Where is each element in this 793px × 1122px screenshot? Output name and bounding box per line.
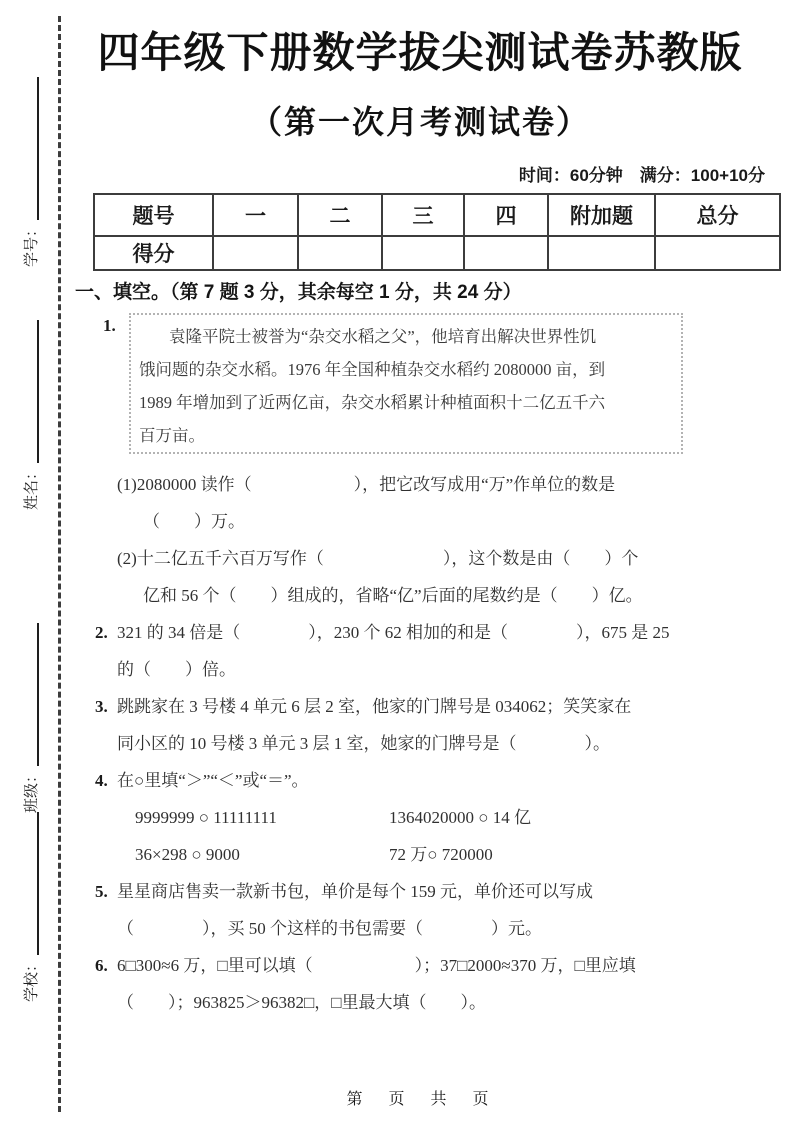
- q4-compare-3: 36×298 ○ 9000: [135, 845, 240, 864]
- question-6-line2: （ ）；963825＞96382□，□里最大填（ ）。: [117, 993, 487, 1012]
- score-row-label: 得分: [94, 236, 213, 270]
- score-cell-4: [464, 236, 548, 270]
- question-2-number: 2.: [95, 623, 108, 642]
- q1-sub1-line2: （ ）万。: [143, 512, 245, 531]
- story-line: 1989 年增加到了近两亿亩，杂交水稻累计种植面积十二亿五千六: [139, 393, 606, 412]
- question-6-number: 6.: [95, 956, 108, 975]
- col-question-number: 题号: [94, 194, 213, 236]
- col-part-2: 二: [298, 194, 382, 236]
- question-6-line1: [95, 947, 709, 984]
- seal-field-school: [12, 812, 48, 1002]
- score-cell-total: [655, 236, 780, 270]
- seal-field-student-id: [12, 77, 48, 267]
- q4-compare-1: 9999999 ○ 11111111: [135, 808, 277, 827]
- seal-label-class: 班级：: [22, 767, 40, 813]
- page-title: 四年级下册数学拔尖测试卷苏教版: [97, 29, 743, 76]
- seal-blank-line: [22, 77, 39, 220]
- question-4-heading: [95, 762, 709, 799]
- col-part-3: 三: [382, 194, 464, 236]
- col-part-1: 一: [213, 194, 298, 236]
- seal-blank-line: [22, 623, 39, 766]
- question-3-text: 跳跳家在 3 号楼 4 单元 6 层 2 室，他家的门牌号是 034062；笑笑家在: [117, 697, 632, 716]
- question-4-row2: [117, 836, 709, 873]
- seal-cut-dashed-line: [58, 16, 61, 1112]
- q4-compare-2: 1364020000 ○ 14 亿: [389, 808, 532, 827]
- question-1-story-box: [129, 313, 683, 454]
- question-2-line1: [95, 614, 709, 651]
- question-1-number: 1.: [103, 316, 116, 335]
- seal-label-school: 学校：: [22, 956, 40, 1002]
- score-cell-3: [382, 236, 464, 270]
- col-bonus: 附加题: [548, 194, 655, 236]
- seal-blank-line: [22, 812, 39, 955]
- story-line: 饿问题的杂交水稻。1976 年全国种植杂交水稻约 2080000 亩，到: [139, 360, 606, 379]
- question-4-number: 4.: [95, 771, 108, 790]
- question-5-text: 星星商店售卖一款新书包，单价是每个 159 元，单价还可以写成: [117, 882, 593, 901]
- seal-blank-line: [22, 320, 39, 463]
- col-part-4: 四: [464, 194, 548, 236]
- score-table-header-row: [94, 194, 780, 236]
- question-3-line2: 同小区的 10 号楼 3 单元 3 层 1 室，她家的门牌号是（ ）。: [117, 734, 610, 753]
- question-4-row1: [117, 799, 709, 836]
- seal-field-name: [12, 320, 48, 510]
- score-table: [93, 193, 781, 271]
- seal-label-student-id: 学号：: [22, 221, 40, 267]
- score-cell-1: [213, 236, 298, 270]
- score-cell-2: [298, 236, 382, 270]
- q1-sub1-line1: (1)2080000 读作（ ），把它改写成用“万”作单位的数是: [117, 475, 616, 494]
- question-5-line1: [95, 873, 709, 910]
- story-line: 袁隆平院士被誉为“杂交水稻之父”，他培育出解决世界性饥: [169, 327, 597, 346]
- seal-label-name: 姓名：: [22, 464, 40, 510]
- question-2-line2: 的（ ）倍。: [117, 660, 236, 679]
- q1-sub2-line2: 亿和 56 个（ ）组成的，省略“亿”后面的尾数约是（ ）亿。: [143, 586, 643, 605]
- question-3-line1: [95, 688, 709, 725]
- question-4-text: 在○里填“＞”“＜”或“＝”。: [117, 771, 309, 790]
- q4-compare-4: 72 万○ 720000: [389, 845, 493, 864]
- score-cell-bonus: [548, 236, 655, 270]
- score-table-score-row: [94, 236, 780, 270]
- col-total: 总分: [655, 194, 780, 236]
- seal-field-class: [12, 623, 48, 813]
- questions-area: [95, 466, 709, 1021]
- question-3-number: 3.: [95, 697, 108, 716]
- question-5-line2: （ ），买 50 个这样的书包需要（ ）元。: [117, 919, 542, 938]
- story-line: 百万亩。: [139, 426, 205, 445]
- question-6-text: 6□300≈6 万，□里可以填（ ）；37□2000≈370 万，□里应填: [117, 956, 636, 975]
- section-one-heading: 一、填空。（第 7 题 3 分，其余每空 1 分，共 24 分）: [75, 282, 522, 303]
- q1-sub2-line1: (2)十二亿五千六百万写作（ ），这个数是由（ ）个: [117, 549, 639, 568]
- question-2-text: 321 的 34 倍是（ ），230 个 62 相加的和是（ ），675 是 25: [117, 623, 670, 642]
- page-subtitle: （第一次月考测试卷）: [249, 104, 590, 140]
- time-score-meta: 时间：60分钟 满分：100+10分: [518, 166, 765, 185]
- question-5-number: 5.: [95, 882, 108, 901]
- page-footer: 第 页 共 页: [346, 1091, 494, 1108]
